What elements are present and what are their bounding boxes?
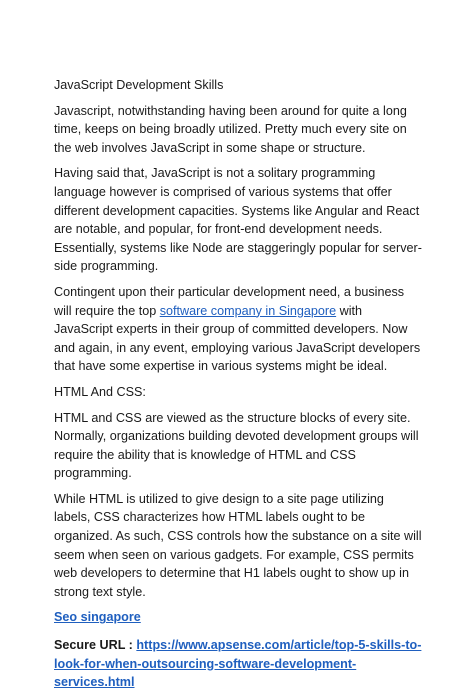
section-heading-javascript: JavaScript Development Skills xyxy=(54,78,224,92)
section-heading-html-css: HTML And CSS: xyxy=(54,384,146,399)
paragraph-text-before-link: Contingent upon their particular development need, a business will require the top xyxy=(54,284,405,318)
secure-url-label: Secure URL : xyxy=(54,638,137,653)
seo-singapore-link[interactable]: Seo singapore xyxy=(54,610,141,625)
paragraph-text-after-link: with JavaScript experts in their group of committed developers. Now and again, in any event, employing various JavaScript developers that have some expertise in various systems might be ideal. xyxy=(54,303,421,374)
paragraph-html-css-intro: HTML and CSS are viewed as the structure blocks of every site. Normally, organizations building devoted development groups will require the ability that is knowledge of HTML and CSS programming. xyxy=(54,410,419,481)
seo-paragraph xyxy=(54,608,422,627)
paragraph-html-css-detail: While HTML is utilized to give design to a site page utilizing labels, CSS characterizes how HTML labels ought to be organized. As such, CSS controls how the substance on a site will seem when seen on various gadgets. For example, CSS permits web developers to determine that H1 labels ought to show up in strong text style. xyxy=(54,491,422,599)
document-body xyxy=(54,76,422,692)
software-company-link[interactable]: software company in Singapore xyxy=(159,303,337,318)
secure-url-paragraph xyxy=(54,636,422,692)
paragraph-javascript-hiring xyxy=(54,283,422,376)
paragraph-javascript-systems: Having said that, JavaScript is not a solitary programming language however is comprised of various systems that offer different development capacities. Systems like Angular and React are notable, and popular, for front-end development needs. Essentially, systems like Node are staggeringly popular for server-side programming. xyxy=(54,166,422,274)
secure-url-link[interactable]: https://www.apsense.com/article/top-5-skills-to-look-for-when-outsourcing-software-development-services.html xyxy=(54,638,422,690)
paragraph-javascript-intro: Javascript, notwithstanding having been around for quite a long time, keeps on being broadly utilized. Pretty much every site on the web involves JavaScript in some shape or structure. xyxy=(54,103,407,155)
